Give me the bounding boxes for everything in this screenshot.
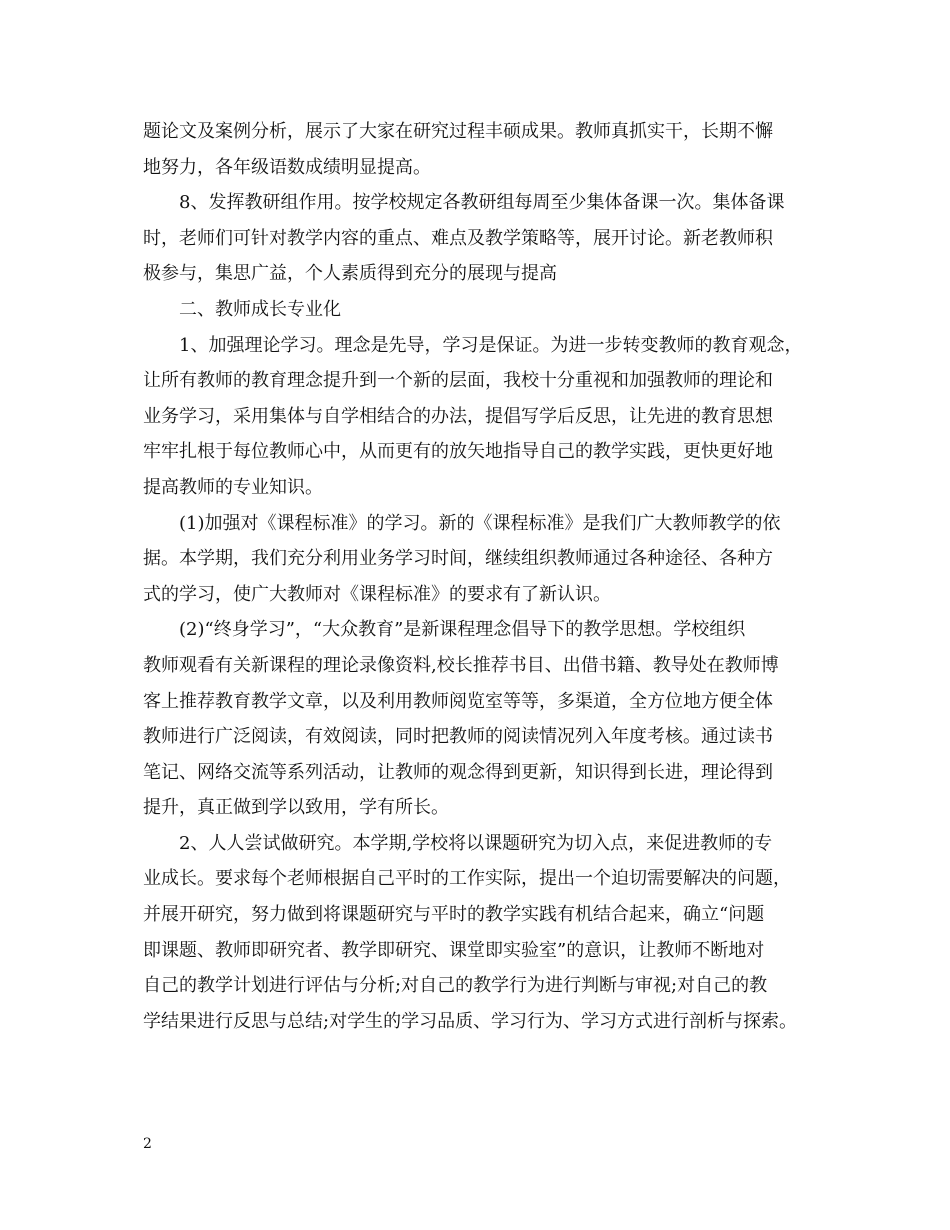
text-line: 式的学习，使广大教师对《课程标准》的要求有了新认识。 xyxy=(143,583,611,605)
text-line: 学结果进行反思与总结;对学生的学习品质、学习行为、学习方式进行剖析与探索。 xyxy=(143,1010,798,1032)
text-line: 2、人人尝试做研究。本学期,学校将以课题研究为切入点，来促进教师的专 xyxy=(179,832,773,854)
text-line: 教师进行广泛阅读，有效阅读，同时把教师的阅读情况列入年度考核。通过读书 xyxy=(143,726,773,748)
text-line: 客上推荐教育教学文章，以及利用教师阅览室等等，多渠道，全方位地方便全体 xyxy=(143,690,773,712)
text-line: 并展开研究，努力做到将课题研究与平时的教学实践有机结合起来，确立“问题 xyxy=(143,904,765,926)
text-line: (1)加强对《课程标准》的学习。新的《课程标准》是我们广大教师教学的依 xyxy=(179,512,781,534)
text-line: 业成长。要求每个老师根据自己平时的工作实际，提出一个迫切需要解决的问题， xyxy=(143,868,791,890)
body-text xyxy=(143,114,823,1039)
text-line: 时，老师们可针对教学内容的重点、难点及教学策略等，展开讨论。新老教师积 xyxy=(143,227,773,249)
text-line: (2)“终身学习”，“大众教育”是新课程理念倡导下的教学思想。学校组织 xyxy=(179,619,746,641)
text-line: 业务学习，采用集体与自学相结合的办法，提倡写学后反思，让先进的教育思想 xyxy=(143,405,773,427)
text-line: 题论文及案例分析，展示了大家在研究过程丰硕成果。教师真抓实干，长期不懈 xyxy=(143,121,773,142)
text-line: 提高教师的专业知识。 xyxy=(143,476,323,498)
text-line: 笔记、网络交流等系列活动，让教师的观念得到更新，知识得到长进，理论得到 xyxy=(143,761,773,783)
text-line: 据。本学期，我们充分利用业务学习时间，继续组织教师通过各种途径、各种方 xyxy=(143,548,773,570)
text-line: 地努力，各年级语数成绩明显提高。 xyxy=(143,156,431,178)
text-line: 二、教师成长专业化 xyxy=(179,298,341,320)
text-line: 极参与，集思广益，个人素质得到充分的展现与提高 xyxy=(143,263,557,285)
page-number: 2 xyxy=(143,1136,152,1152)
text-line: 牢牢扎根于每位教师心中，从而更有的放矢地指导自己的教学实践，更快更好地 xyxy=(143,441,773,463)
text-line: 8、发挥教研组作用。按学校规定各教研组每周至少集体备课一次。集体备课 xyxy=(179,192,785,214)
text-line: 1、加强理论学习。理念是先导，学习是保证。为进一步转变教师的教育观念， xyxy=(179,334,803,356)
text-line: 即课题、教师即研究者、教学即研究、课堂即实验室”的意识，让教师不断地对 xyxy=(143,939,765,961)
text-line: 自己的教学计划进行评估与分析;对自己的教学行为进行判断与审视;对自己的教 xyxy=(143,975,768,997)
text-line: 让所有教师的教育理念提升到一个新的层面，我校十分重视和加强教师的理论和 xyxy=(143,370,773,392)
text-line: 教师观看有关新课程的理论录像资料,校长推荐书目、出借书籍、教导处在教师博 xyxy=(143,654,779,676)
text-line: 提升，真正做到学以致用，学有所长。 xyxy=(143,797,449,819)
